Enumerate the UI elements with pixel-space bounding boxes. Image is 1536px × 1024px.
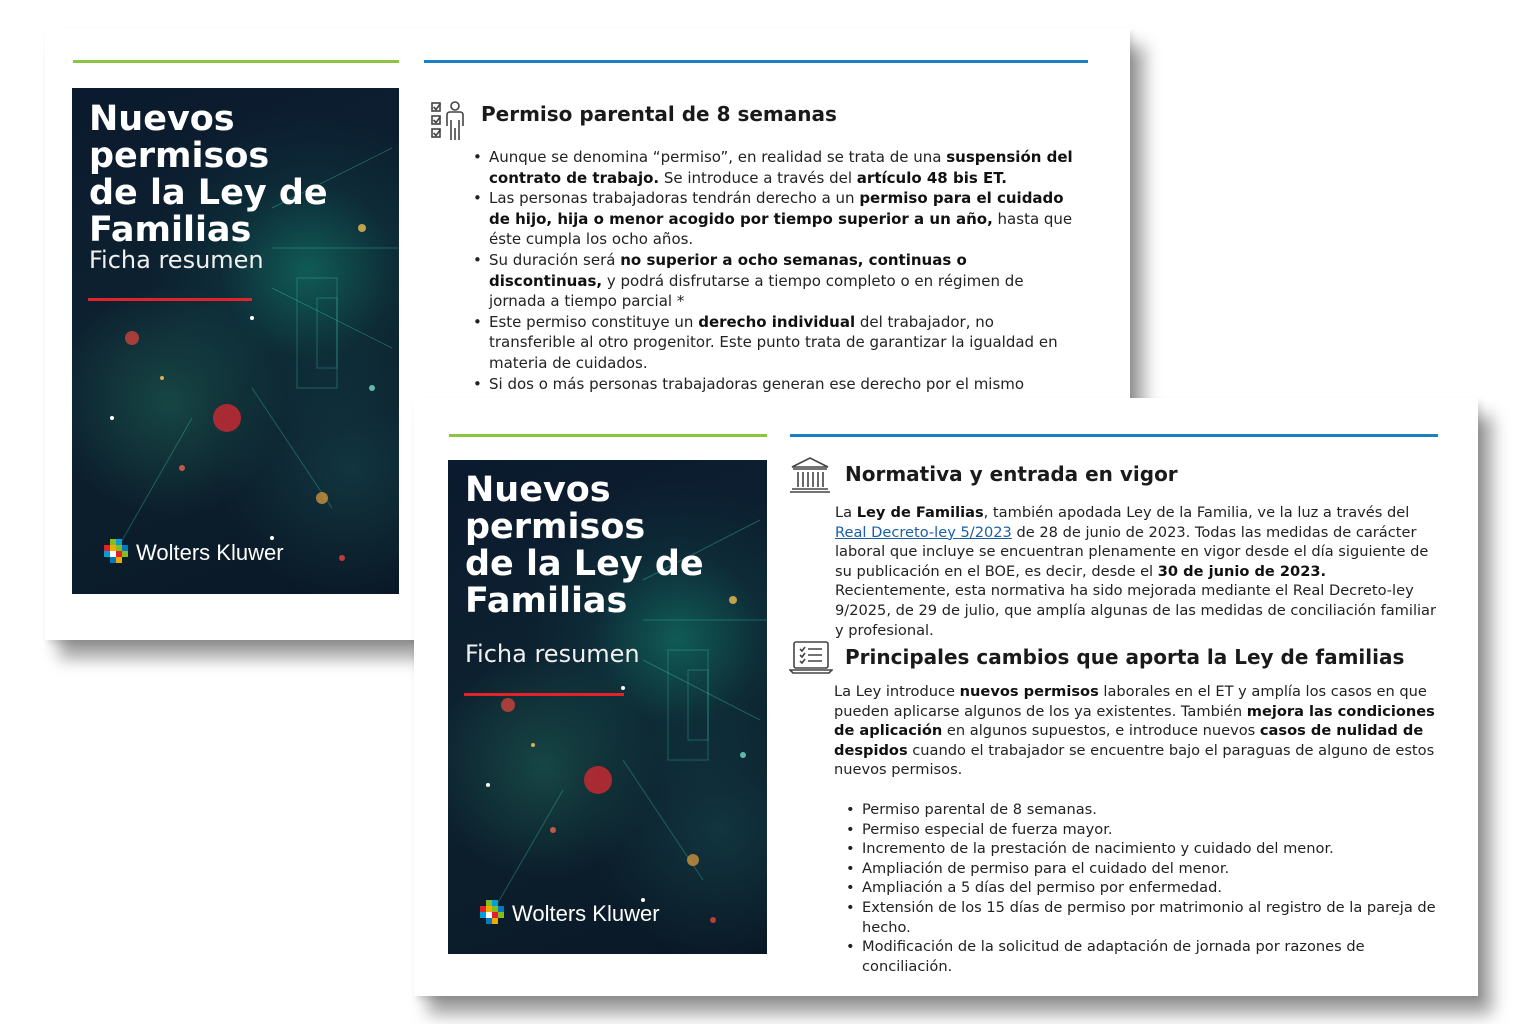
list-item: • Ampliación a 5 días del permiso por enfermedad. [846, 878, 1436, 898]
wolters-kluwer-logo-icon [102, 539, 130, 567]
cover-title: Nuevos permisos de la Ley de Familias [465, 470, 704, 622]
blue-divider [790, 434, 1438, 437]
cover-red-accent [464, 693, 624, 696]
cambios-list [846, 800, 1436, 976]
cover-image [72, 88, 399, 594]
cover-title: Nuevos permisos de la Ley de Familias [89, 99, 328, 251]
permiso-parental-bullets [473, 147, 1083, 394]
wolters-kluwer-logo-icon [478, 900, 506, 928]
brand-logo [102, 539, 284, 567]
green-divider [73, 60, 399, 63]
list-item: • Si dos o más personas trabajadoras generan ese derecho por el mismo [473, 374, 1083, 395]
brand-logo [478, 900, 660, 928]
list-item: • Las personas trabajadoras tendrán derecho a un permiso para el cuidado de hijo, hija o menor acogido por tiempo superior a un año, hasta que éste cumpla los ocho años. [473, 188, 1083, 250]
list-item: • Modificación de la solicitud de adaptación de jornada por razones de conciliación. [846, 937, 1436, 976]
list-item: • Su duración será no superior a ocho semanas, continuas o discontinuas, y podrá disfrutarse a tiempo completo o en régimen de jornada a tiempo parcial * [473, 250, 1083, 312]
cover-subtitle: Ficha resumen [465, 640, 640, 668]
section-title-normativa: Normativa y entrada en vigor [845, 462, 1178, 486]
cover-image [448, 460, 767, 954]
section-title-permiso-parental: Permiso parental de 8 semanas [481, 102, 837, 126]
cover-red-accent [88, 298, 252, 301]
list-item: • Permiso parental de 8 semanas. [846, 800, 1436, 820]
brand-name: Wolters Kluwer [136, 540, 284, 565]
green-divider [449, 434, 767, 437]
list-item: • Aunque se denomina “permiso”, en realidad se trata de una suspensión del contrato de trabajo. Se introduce a través del artículo 48 bis ET. [473, 147, 1083, 188]
normativa-paragraph: La Ley de Familias, también apodada Ley de la Familia, ve la luz a través del Real Decreto-ley 5/2023 de 28 de junio de 2023. Todas las medidas de carácter laboral que incluye se encuentran plenamente en vigor desde el día siguiente de su publicación en el BOE, es decir, desde el 30 de junio de 2023. Recientemente, esta normativa ha sido mejorada mediante el Real Decreto-ley 9/2025, de 29 de julio, que amplía algunas de las medidas de conciliación familiar y profesional. [835, 504, 1436, 639]
cover-subtitle: Ficha resumen [89, 246, 264, 274]
list-item: • Ampliación de permiso para el cuidado del menor. [846, 859, 1436, 879]
section-title-principales-cambios: Principales cambios que aporta la Ley de familias [845, 645, 1405, 669]
document-list-icon [789, 640, 833, 674]
list-item: • Permiso especial de fuerza mayor. [846, 820, 1436, 840]
list-item: • Este permiso constituye un derecho individual del trabajador, no transferible al otro progenitor. Este punto trata de garantizar la igualdad en materia de cuidados. [473, 312, 1083, 374]
cambios-paragraph: La Ley introduce nuevos permisos laborales en el ET y amplía los casos en que pueden aplicarse algunos de los ya existentes. También mejora las condiciones de aplicación en algunos supuestos, e introduce nuevos casos de nulidad de despidos cuando el trabajador se encuentre bajo el paraguas de alguno de estos nuevos permisos. [834, 683, 1435, 779]
checklist-person-icon [430, 100, 466, 142]
brand-name: Wolters Kluwer [512, 901, 660, 926]
list-item: • Incremento de la prestación de nacimiento y cuidado del menor. [846, 839, 1436, 859]
list-item: • Extensión de los 15 días de permiso por matrimonio al registro de la pareja de hecho. [846, 898, 1436, 937]
real-decreto-link[interactable]: Real Decreto-ley 5/2023 [835, 523, 1012, 541]
front-document-page [414, 398, 1478, 996]
courthouse-icon [789, 456, 831, 494]
blue-divider [424, 60, 1088, 63]
